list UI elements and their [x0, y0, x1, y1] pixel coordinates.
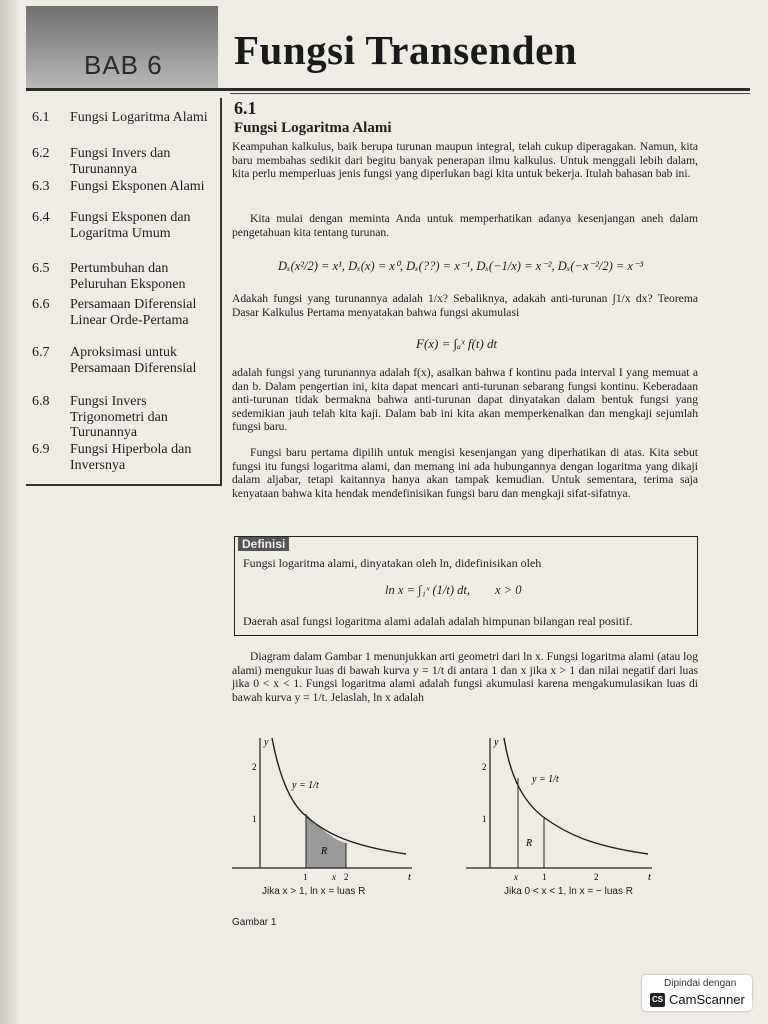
- toc-text: Pertumbuhan dan Peluruhan Eksponen: [70, 261, 186, 292]
- axis-label-y: y: [264, 737, 269, 748]
- page-edge-shadow: [0, 0, 20, 1024]
- paragraph: adalah fungsi yang turunannya adalah f(x), asalkan bahwa f kontinu pada interval I yang memuat a dan b. Dalam pengertian ini, kita dapat mencari anti-turunan sebarang fungsi kontinu. Keberadaan anti-turunan tidak bermakna bahwa anti-turunan dapat dinyatakan dalam bentuk fungsi yang sedemikian jauh telah kita kaji. Dalam bab ini kita akan memperkenalkan dan mengkaji sejumlah fungsi baru.: [232, 366, 698, 434]
- figure-label: Gambar 1: [232, 917, 277, 928]
- definition-line: Daerah asal fungsi logaritma alami adalah adalah himpunan bilangan real positif.: [243, 614, 633, 628]
- paragraph: Kita mulai dengan meminta Anda untuk memperhatikan adanya kesenjangan aneh dalam pengetahuan kita tentang turunan.: [232, 212, 698, 239]
- curve-label: y = 1/t: [532, 774, 559, 785]
- definition-formula: ln x = ∫₁ˣ (1/t) dt, x > 0: [385, 583, 522, 597]
- shaded-region: [306, 814, 346, 868]
- camscanner-logo-icon: CS: [650, 993, 665, 1007]
- region-label: R: [526, 838, 533, 849]
- scanner-watermark: [642, 975, 752, 1011]
- toc-text: Fungsi Invers dan Turunannya: [70, 146, 171, 177]
- region-label: R: [321, 846, 328, 857]
- toc-number: 6.7: [32, 345, 50, 360]
- tick-label: 2: [344, 872, 349, 882]
- tick-label: x: [514, 872, 518, 882]
- toc-number: 6.2: [32, 146, 50, 161]
- figure-right-graph: [452, 730, 662, 902]
- chapter-contents: [26, 98, 222, 486]
- tick-label: 2: [252, 762, 257, 772]
- figure-left-graph: [222, 730, 422, 902]
- toc-text: Fungsi Eksponen dan Logaritma Umum: [70, 210, 191, 241]
- toc-number: 6.5: [32, 261, 50, 276]
- curve-label: y = 1/t: [292, 780, 319, 791]
- paragraph: Adakah fungsi yang turunannya adalah 1/x? Sebaliknya, adakah anti-turunan ∫1/x dx? Teorema Dasar Kalkulus Pertama menyatakan bahwa fungsi akumulasi: [232, 292, 698, 319]
- toc-number: 6.4: [32, 210, 50, 225]
- watermark-brand: CamScanner: [669, 992, 745, 1007]
- tick-label: x: [332, 872, 336, 882]
- definition-label: Definisi: [238, 537, 289, 551]
- chapter-banner: [26, 6, 218, 88]
- paragraph: Fungsi baru pertama dipilih untuk mengisi kesenjangan yang diperhatikan di atas. Kita sebut fungsi itu fungsi logaritma alami, dan memang ini ada hubungannya dengan logaritma yang dikaji dalam aljabar, tetapi kaitannya hanya akan tampak kemudian. Untuk sementara, terima saja kenyataan bahwa kita hendak mendefinisikan fungsi baru dan mengkaji sifat-sifatnya.: [232, 446, 698, 500]
- toc-text: Fungsi Eksponen Alami: [70, 179, 205, 194]
- toc-text: Aproksimasi untuk Persamaan Diferensial: [70, 345, 197, 376]
- axis-label-x: t: [648, 872, 651, 883]
- definition-box: [234, 536, 698, 636]
- curve: [504, 738, 648, 854]
- toc-number: 6.8: [32, 394, 50, 409]
- tick-label: 2: [482, 762, 487, 772]
- tick-label: 1: [252, 814, 257, 824]
- paragraph: Diagram dalam Gambar 1 menunjukkan arti geometri dari ln x. Fungsi logaritma alami (atau log alami) mengukur luas di bawah kurva y = 1/t di antara 1 dan x jika x > 1 dan nilai negatif dari luas jika 0 < x < 1. Fungsi logaritma alami adalah fungsi akumulasi karena mengakumulasikan luas di bawah kurva y = 1/t. Jelaslah, ln x adalah: [232, 650, 698, 704]
- header-rule: [26, 88, 750, 91]
- toc-text: Fungsi Logaritma Alami: [70, 110, 208, 125]
- chapter-title: Fungsi Transenden: [234, 27, 578, 73]
- tick-label: 1: [482, 814, 487, 824]
- toc-text: Fungsi Hiperbola dan Inversnya: [70, 442, 192, 473]
- toc-text: Persamaan Diferensial Linear Orde-Pertama: [70, 297, 197, 328]
- figure-right-caption: Jika 0 < x < 1, ln x = − luas R: [504, 886, 633, 897]
- paragraph: Keampuhan kalkulus, baik berupa turunan maupun integral, telah cukup diperagakan. Namun, kita baru membahas sedikit dari begitu banyak penerapan ilmu kalkulus. Untuk menggali lebih dalam, kita perlu memperluas jenis fungsi yang diperlukan bagi kita untuk bekerja. Itulah bahasan bab ini.: [232, 140, 698, 181]
- watermark-text: Dipindai dengan: [664, 978, 737, 989]
- section-title: Fungsi Logaritma Alami: [234, 120, 392, 136]
- axis-label-y: y: [494, 737, 499, 748]
- header-subrule: [230, 93, 750, 94]
- toc-number: 6.6: [32, 297, 50, 312]
- toc-number: 6.3: [32, 179, 50, 194]
- derivative-equations: Dₓ(x²/2) = x¹, Dₓ(x) = x⁰, Dₓ(??) = x⁻¹, Dₓ(−1/x) = x⁻², Dₓ(−x⁻²/2) = x⁻³: [278, 259, 644, 273]
- curve: [272, 738, 406, 854]
- toc-number: 6.9: [32, 442, 50, 457]
- toc-text: Fungsi Invers Trigonometri dan Turunannya: [70, 394, 168, 440]
- toc-number: 6.1: [32, 110, 50, 125]
- section-number: 6.1: [234, 98, 257, 118]
- axis-label-x: t: [408, 872, 411, 883]
- tick-label: 1: [303, 872, 308, 882]
- tick-label: 1: [542, 872, 547, 882]
- definition-line: Fungsi logaritma alami, dinyatakan oleh ln, didefinisikan oleh: [243, 556, 542, 570]
- figure-left-caption: Jika x > 1, ln x = luas R: [262, 886, 366, 897]
- accumulation-equation: F(x) = ∫ₐˣ f(t) dt: [416, 336, 498, 351]
- tick-label: 2: [594, 872, 599, 882]
- chapter-label: BAB 6: [84, 50, 163, 80]
